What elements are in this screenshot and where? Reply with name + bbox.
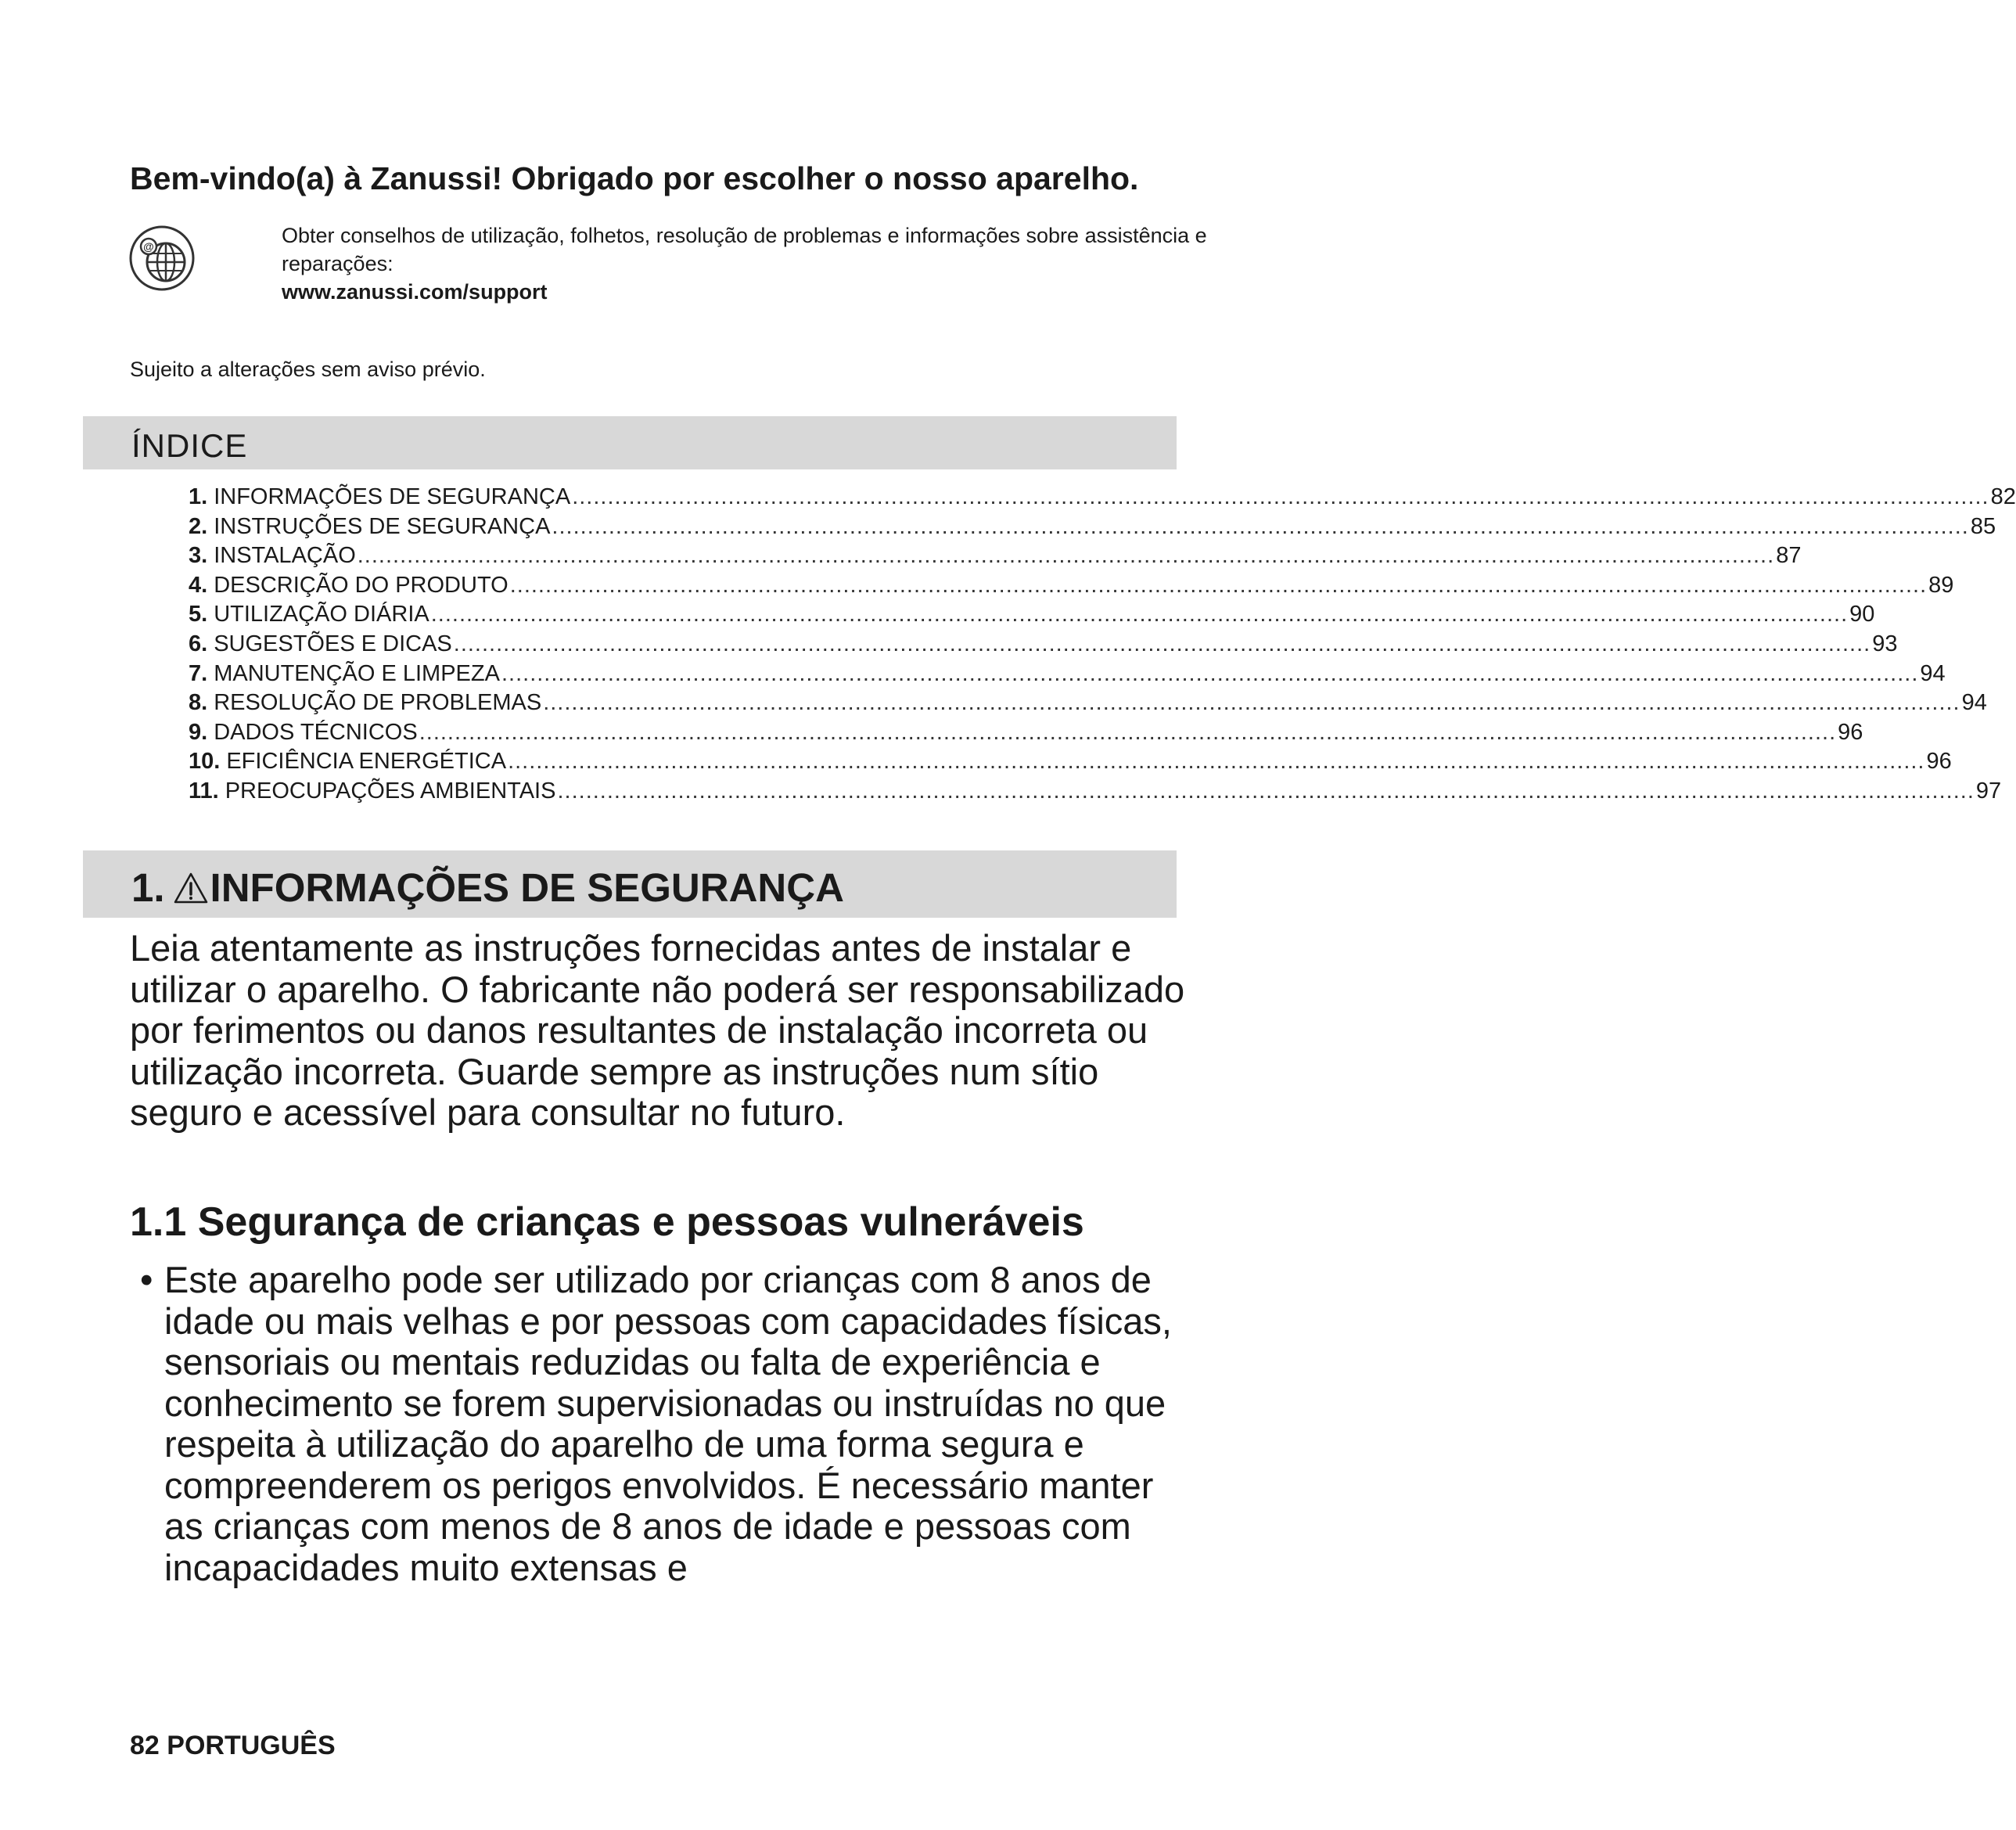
subsection-heading: 1.1 Segurança de crianças e pessoas vulneráveis <box>130 1199 1084 1245</box>
toc-dot-leader: ........................................................................................................................................................................................................ <box>508 749 1925 775</box>
toc-item-number: 4. <box>189 572 208 598</box>
bullet-symbol: • <box>140 1259 153 1300</box>
toc-dot-leader: ........................................................................................................................................................................................................ <box>357 543 1775 569</box>
toc-dot-leader: ........................................................................................................................................................................................................ <box>430 602 1849 627</box>
intro-paragraph: Leia atentamente as instruções fornecidas antes de instalar e utilizar o aparelho. O fabricante não poderá ser responsabilizado por ferimentos ou danos resultantes de instalação incorreta ou utilização incorreta. Guarde sempre as instruções num sítio seguro e acessível para consultar no futuro. <box>130 927 1185 1133</box>
page-footer: 82 PORTUGUÊS <box>130 1731 336 1760</box>
toc-item[interactable] <box>189 483 2016 512</box>
toc-item-number: 8. <box>189 690 208 716</box>
table-of-contents <box>189 483 2016 807</box>
toc-dot-leader: ........................................................................................................................................................................................................ <box>557 778 1975 804</box>
toc-heading: ÍNDICE <box>131 427 248 464</box>
toc-item-title: RESOLUÇÃO DE PROBLEMAS <box>214 690 542 716</box>
toc-item-title: DADOS TÉCNICOS <box>214 719 418 745</box>
toc-item-number: 11. <box>189 778 219 804</box>
toc-item-number: 9. <box>189 719 208 745</box>
bullet-list <box>130 1260 1194 1588</box>
toc-dot-leader: ........................................................................................................................................................................................................ <box>552 513 1969 539</box>
toc-item-number: 3. <box>189 543 208 569</box>
toc-item-page: 94 <box>1920 660 1946 686</box>
toc-item-page: 94 <box>1961 690 1987 716</box>
section-title: INFORMAÇÕES DE SEGURANÇA <box>210 865 844 910</box>
toc-dot-leader: ........................................................................................................................................................................................................ <box>543 690 1960 716</box>
toc-item-title: DESCRIÇÃO DO PRODUTO <box>214 572 508 598</box>
toc-item-page: 90 <box>1849 602 1875 627</box>
warning-triangle-icon <box>173 872 209 904</box>
toc-item-title: INFORMAÇÕES DE SEGURANÇA <box>214 484 571 509</box>
toc-item[interactable] <box>189 571 1954 601</box>
toc-item-title: INSTRUÇÕES DE SEGURANÇA <box>214 513 551 539</box>
toc-item-page: 93 <box>1872 631 1898 656</box>
toc-item-page: 97 <box>1975 778 2002 804</box>
toc-item[interactable] <box>189 747 1952 777</box>
section-heading <box>131 865 844 911</box>
toc-item-title: SUGESTÕES E DICAS <box>214 631 452 656</box>
toc-dot-leader: ........................................................................................................................................................................................................ <box>572 484 1989 509</box>
list-item <box>130 1260 1194 1588</box>
toc-item-number: 6. <box>189 631 208 656</box>
change-notice: Sujeito a alterações sem aviso prévio. <box>130 358 486 381</box>
support-info <box>282 221 1294 306</box>
toc-item[interactable] <box>189 512 1996 542</box>
welcome-title: Bem-vindo(a) à Zanussi! Obrigado por escolher o nosso aparelho. <box>130 160 1139 196</box>
svg-text:@: @ <box>143 240 154 253</box>
toc-item-number: 1. <box>189 484 208 509</box>
toc-item-page: 82 <box>1990 484 2016 509</box>
toc-item-number: 5. <box>189 602 208 627</box>
toc-item[interactable] <box>189 630 1898 660</box>
toc-item-page: 89 <box>1928 572 1954 598</box>
toc-header-bar <box>83 416 1177 469</box>
toc-item[interactable] <box>189 688 1987 718</box>
toc-dot-leader: ........................................................................................................................................................................................................ <box>419 719 1837 745</box>
globe-support-icon <box>128 225 196 292</box>
toc-dot-leader: ........................................................................................................................................................................................................ <box>501 660 1919 686</box>
toc-item-title: MANUTENÇÃO E LIMPEZA <box>214 660 500 686</box>
toc-dot-leader: ........................................................................................................................................................................................................ <box>453 631 1871 656</box>
toc-item-number: 7. <box>189 660 208 686</box>
toc-item[interactable] <box>189 660 1946 689</box>
toc-item-page: 96 <box>1926 749 1952 775</box>
toc-item[interactable] <box>189 777 2002 807</box>
section-number: 1. <box>131 865 165 910</box>
toc-dot-leader: ........................................................................................................................................................................................................ <box>509 572 1928 598</box>
toc-item-title: PREOCUPAÇÕES AMBIENTAIS <box>225 778 556 804</box>
toc-item[interactable] <box>189 600 1875 630</box>
toc-item-number: 2. <box>189 513 208 539</box>
toc-item[interactable] <box>189 541 1802 571</box>
support-link[interactable]: www.zanussi.com/support <box>282 280 548 304</box>
toc-item-page: 96 <box>1838 719 1863 745</box>
bullet-text: Este aparelho pode ser utilizado por crianças com 8 anos de idade ou mais velhas e por pessoas com capacidades físicas, sensoriais ou mentais reduzidas ou falta de experiência e conhecimento se forem supervisionadas ou instruídas no que respeita à utilização do aparelho de uma forma segura e compreenderem os perigos envolvidos. É necessário manter as crianças com menos de 8 anos de idade e pessoas com incapacidades muito extensas e <box>164 1259 1172 1588</box>
toc-item-number: 10. <box>189 749 221 775</box>
section-header-bar <box>83 850 1177 918</box>
toc-item-page: 87 <box>1776 543 1802 569</box>
support-description: Obter conselhos de utilização, folhetos, resolução de problemas e informações sobre assistência e reparações: <box>282 224 1207 275</box>
toc-item-title: UTILIZAÇÃO DIÁRIA <box>214 602 429 627</box>
toc-item-title: EFICIÊNCIA ENERGÉTICA <box>226 749 507 775</box>
toc-item-title: INSTALAÇÃO <box>214 543 356 569</box>
toc-item[interactable] <box>189 718 1863 748</box>
toc-item-page: 85 <box>1970 513 1996 539</box>
